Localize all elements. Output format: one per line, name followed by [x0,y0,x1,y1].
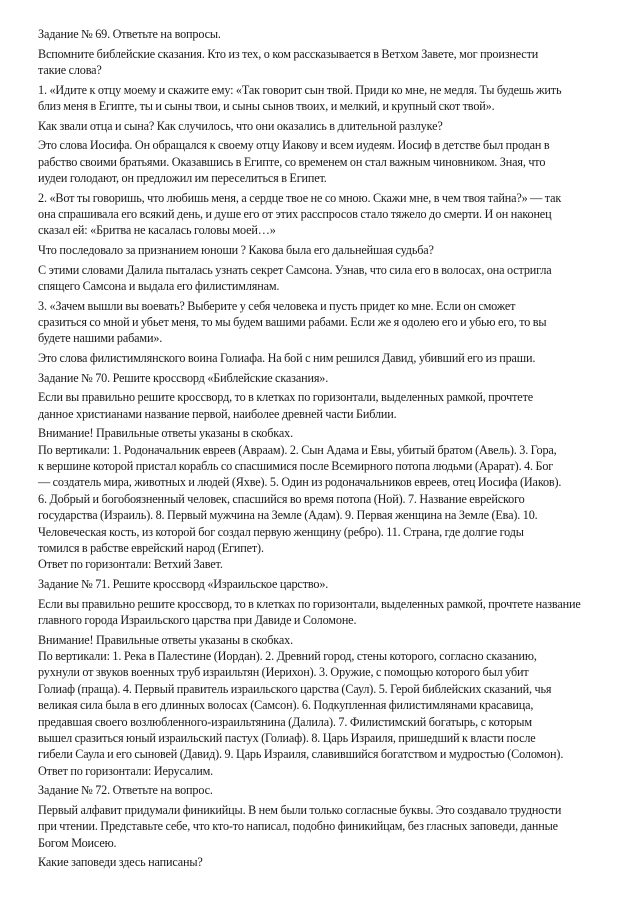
paragraph [38,82,600,115]
text-line: 6. Добрый и богобоязненный человек, спасшийся во время потопа (Ной). 7. Название еврейского [38,491,525,506]
text-line: Голиаф (праща). 4. Первый правитель израильского царства (Саул). 5. Герой библейских сказаний, чья [38,681,552,696]
text-line: спящего Самсона и выдала его филистимлянам. [38,279,280,293]
text-line: она спрашивала его всякий день, и душе его от этих расспросов стало тяжело до смерти. И он наконец [38,207,552,221]
text-line: 1. «Идите к отцу моему и скажите ему: «Так говорит сын твой. Приди ко мне, не медля. Ты будешь жить [38,82,562,97]
paragraph [38,802,600,851]
text-line: данное христианами название первой, наиболее древней части Библии. [38,406,397,421]
text-line: Если вы правильно решите кроссворд, то в клетках по горизонтали, выделенных рамкой, прочтете название [38,596,581,611]
paragraph [38,632,600,780]
text-line: Ответ по горизонтали: Иерусалим. [38,763,214,778]
text-line: Если вы правильно решите кроссворд, то в клетках по горизонтали, выделенных рамкой, прочтете [38,390,534,405]
text-line: вышел сразиться юный израильский пастух (Голиаф). 8. Царь Израиля, пришедший к власти после [38,731,536,746]
paragraph [38,118,600,134]
document-page [38,26,600,874]
text-line: Задание № 69. Ответьте на вопросы. [38,27,221,41]
text-line: сразиться со мной и убьет меня, то мы будем вашими рабами. Если же я одолею его и убью его, то вы [38,315,547,329]
paragraph [38,576,600,592]
text-line: иудеи голодают, он предложил им переселиться в Египет. [38,171,327,185]
paragraph [38,370,600,386]
text-line: Внимание! Правильные ответы указаны в скобках. [38,426,293,441]
text-line: Задание № 71. Решите кроссворд «Израильское царство». [38,577,329,592]
paragraph [38,190,600,239]
text-line: к вершине которой пристал корабль со спасшимися после Всемирного потопа людьми (Арарат). 4. Бог [38,459,554,473]
paragraph [38,298,600,347]
paragraph [38,389,600,422]
text-line: близ меня в Египте, ты и сыны твои, и сыны сынов твоих, и мелкий, и крупный скот твой». [38,99,495,113]
text-line: По вертикали: 1. Родоначальник евреев (Авраам). 2. Сын Адама и Евы, убитый братом (Авель). 3. Гора, [38,442,557,457]
text-line: 2. «Вот ты говоришь, что любишь меня, а сердце твое не со мною. Скажи мне, в чем твоя тайна?» — так [38,190,562,205]
text-line: Что последовало за признанием юноши ? Какова была его дальнейшая судьба? [38,243,434,257]
paragraph [38,46,600,79]
paragraph [38,350,600,366]
text-line: Человеческая кость, из которой бог создал первую женщину (ребро). 11. Страна, где долгие годы [38,524,524,539]
paragraph [38,262,600,295]
text-line: Первый алфавит придумали финикийцы. В нем были только согласные буквы. Это создавало трудности [38,803,562,818]
text-line: при чтении. Представьте себе, что кто-то написал, подобно финикийцам, без гласных заповеди, данные [38,819,558,834]
text-line: Как звали отца и сына? Как случилось, что они оказались в длительной разлуке? [38,118,443,133]
text-line: главного города Израильского царства при Давиде и Соломоне. [38,613,357,628]
text-line: Задание № 72. Ответьте на вопрос. [38,783,213,798]
paragraph [38,242,600,258]
paragraph [38,137,600,186]
text-line: великая сила была в его длинных волосах (Самсон). 6. Подкупленная филистимлянами красавица, [38,698,534,713]
paragraph [38,425,600,573]
text-line: такие слова? [38,63,102,77]
text-line: Это слова Иосифа. Он обращался к своему отцу Иакову и всем иудеям. Иосиф в детстве был продан в [38,138,550,153]
text-line: 3. «Зачем вышли вы воевать? Выберите у себя человека и пусть придет ко мне. Если он сможет [38,298,516,313]
paragraph [38,26,600,42]
text-line: Внимание! Правильные ответы указаны в скобках. [38,632,293,647]
text-line: Вспомните библейские сказания. Кто из тех, о ком рассказывается в Ветхом Завете, мог произнести [38,46,539,61]
text-line: Ответ по горизонтали: Ветхий Завет. [38,557,223,572]
paragraph [38,854,600,870]
text-line: Это слова филистимлянского воина Голиафа. На бой с ним решился Давид, убивший его из праши. [38,351,536,365]
text-line: — создатель мира, животных и людей (Яхве). 5. Один из родоначальников евреев, отец Иосифа (Иаков). [38,475,562,490]
text-line: рухнули от звуков военных труб израильтян (Иерихон). 3. Оружие, с помощью которого был убит [38,665,529,680]
text-line: По вертикали: 1. Река в Палестине (Иордан). 2. Древний город, стены которого, согласно сказанию, [38,649,537,664]
text-line: рабство своими братьями. Оказавшись в Египте, со временем он стал важным чиновником. Зная, что [38,154,546,169]
text-line: сказал ей: «Бритва не касалась головы моей…» [38,223,276,238]
text-line: С этими словами Далила пыталась узнать секрет Самсона. Узнав, что сила его в волосах, она остригла [38,262,552,277]
text-line: Какие заповеди здесь написаны? [38,855,203,870]
text-line: государства (Израиль). 8. Первый мужчина на Земле (Адам). 9. Первая женщина на Земле (Ева). 10. [38,508,538,523]
text-line: томился в рабстве еврейский народ (Египет). [38,541,264,556]
text-line: Богом Моисею. [38,835,117,850]
text-line: гибели Саула и его сыновей (Давид). 9. Царь Израиля, славившийся богатством и мудростью (Соломон). [38,747,564,762]
text-line: предавшая своего возлюбленного-израильтянина (Далила). 7. Филистимский богатырь, с которым [38,714,532,729]
paragraph [38,782,600,798]
paragraph [38,596,600,629]
text-line: будете нашими рабами». [38,331,163,346]
text-line: Задание № 70. Решите кроссворд «Библейские сказания». [38,370,329,385]
